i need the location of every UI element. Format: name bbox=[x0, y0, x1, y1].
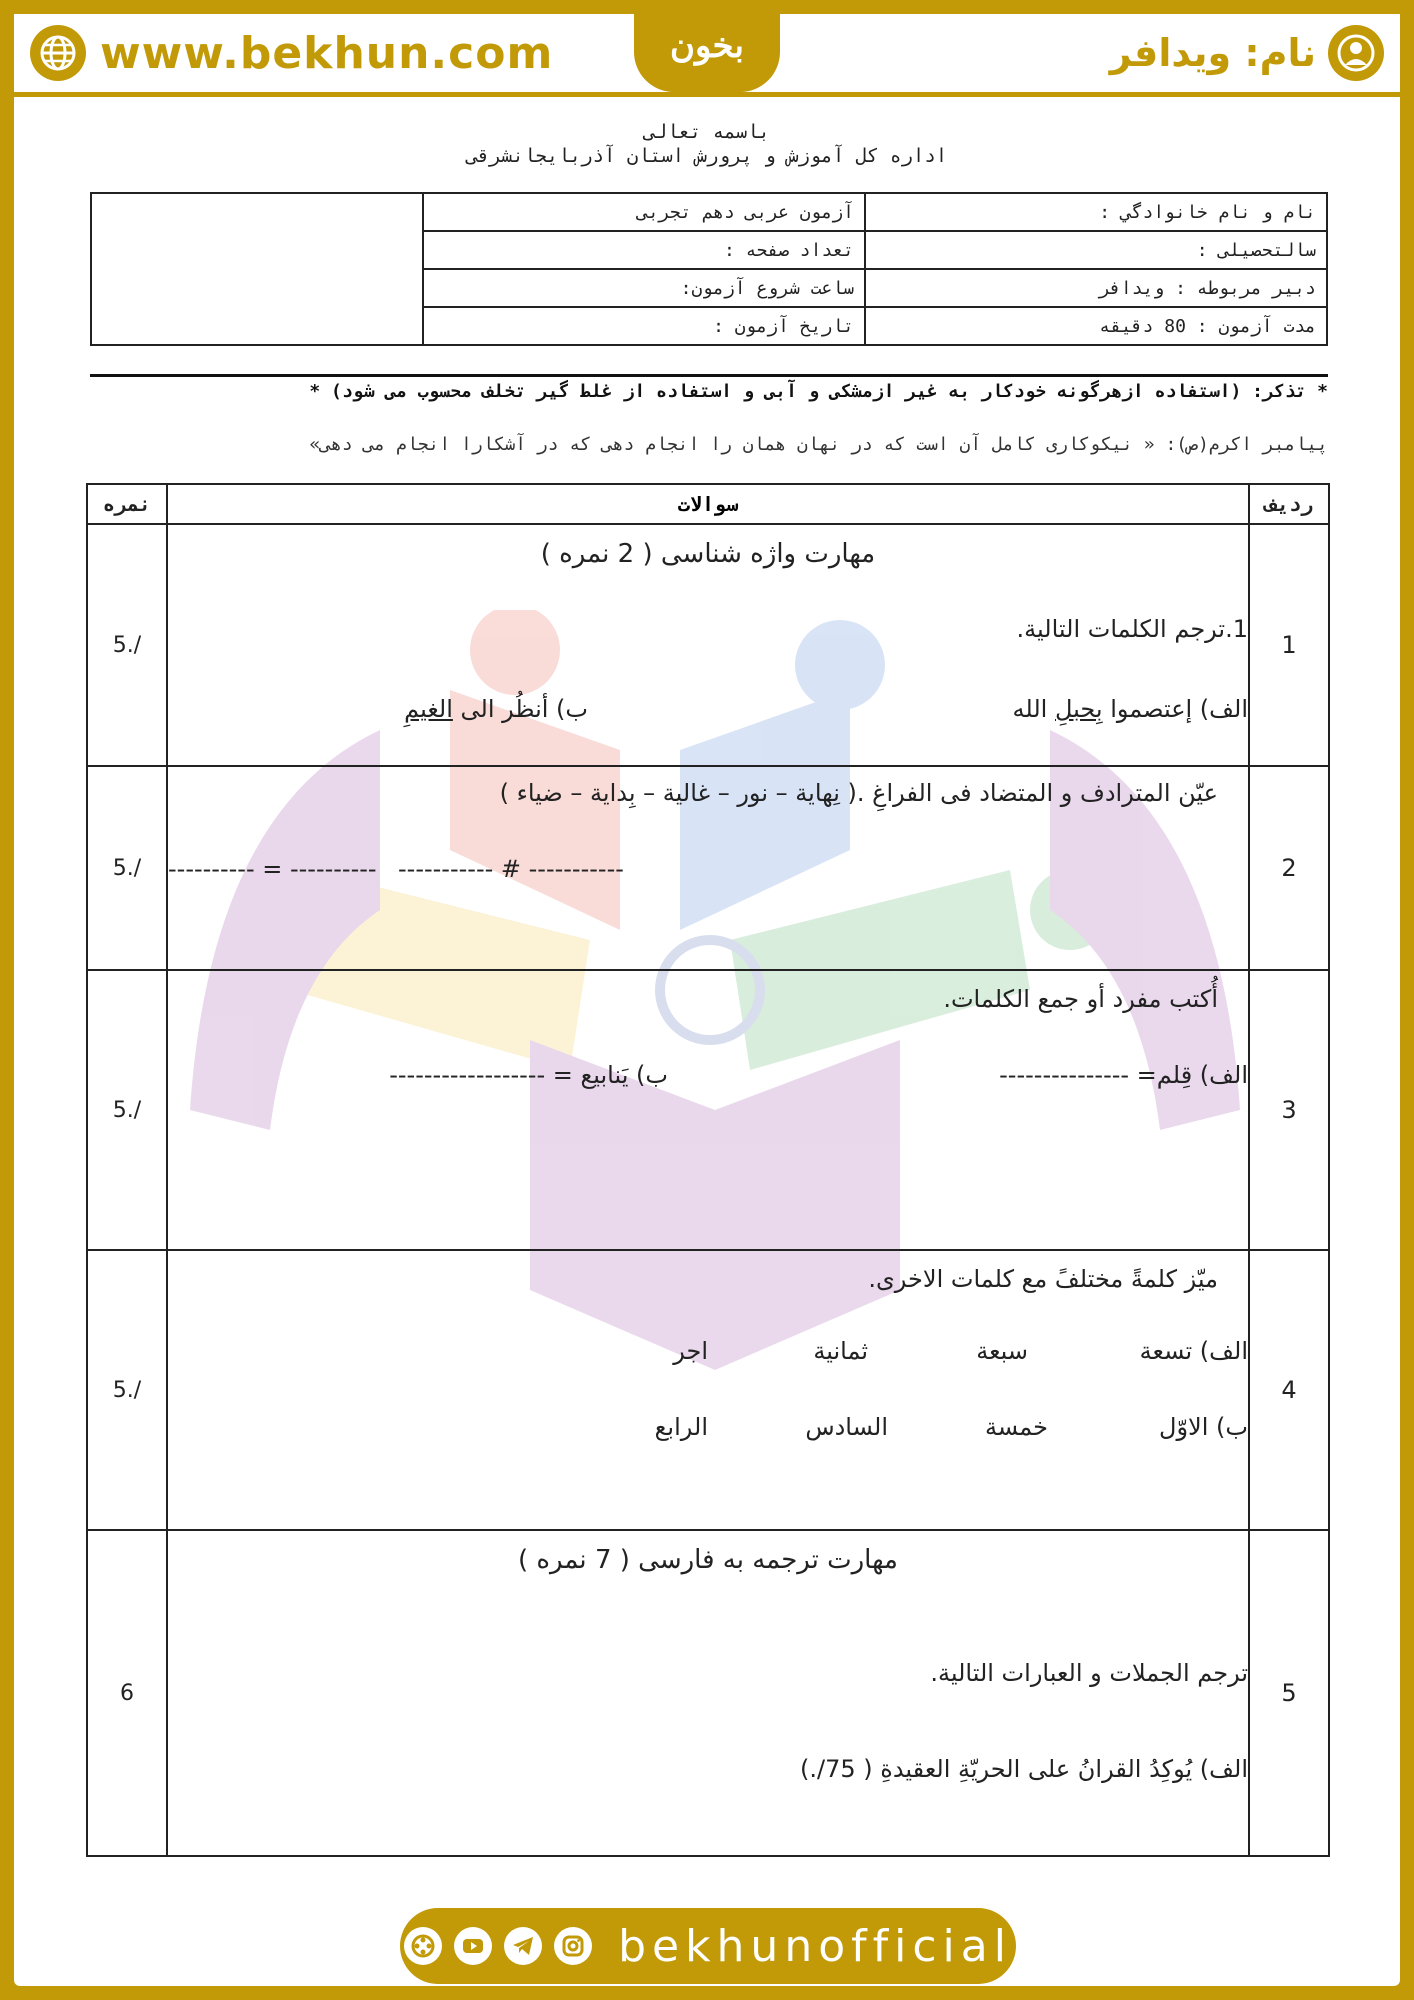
section-title: مهارت ترجمه به فارسی ( 7 نمره ) bbox=[518, 1545, 898, 1575]
option-a3: ثمانیة bbox=[813, 1337, 868, 1365]
start-time-cell: ساعت شروع آزمون: bbox=[423, 269, 865, 307]
question-body bbox=[167, 1250, 1249, 1530]
row-number: 2 bbox=[1249, 766, 1329, 970]
exam-title-cell: آزمون عربی دهم تجربی bbox=[423, 193, 865, 231]
section-title: مهارت واژه شناسی ( 2 نمره ) bbox=[540, 539, 876, 569]
question-row-1 bbox=[87, 524, 1329, 766]
photo-cell bbox=[91, 193, 423, 345]
exam-header bbox=[80, 120, 1334, 168]
option-b2: خمسة bbox=[985, 1413, 1048, 1441]
option-b1: ب) الاوّل bbox=[1159, 1413, 1248, 1441]
item-a: الف) یُوکِدُ القرانُ علی الحریّةِ العقیدةِ ( 75/.) bbox=[800, 1755, 1248, 1783]
option-b4: الرابع bbox=[654, 1413, 708, 1441]
site-link[interactable] bbox=[30, 20, 553, 86]
question-prompt: 1.ترجم الکلمات التالیة. bbox=[1016, 615, 1248, 643]
item-b: ب) أنظُر الی الغیمِ bbox=[404, 695, 588, 723]
social-handle: bekhunofficial bbox=[618, 1920, 1012, 1972]
question-row-4 bbox=[87, 1250, 1329, 1530]
item-b: ب) یَنابیع = ------------------ bbox=[389, 1061, 668, 1089]
item-a: الف) قِلم= --------------- bbox=[999, 1061, 1248, 1089]
site-url: www.bekhun.com bbox=[100, 27, 554, 79]
globe-icon bbox=[30, 25, 86, 81]
score: 6 bbox=[87, 1530, 167, 1856]
item-a: الف) إعتصموا بِحبلِ الله bbox=[1012, 695, 1248, 723]
synonym-blank: ---------- = ---------- bbox=[168, 855, 377, 883]
info-table bbox=[90, 192, 1328, 346]
teacher-cell: دبیر مربوطه : ویدافر bbox=[865, 269, 1327, 307]
duration-cell: مدت آزمون : 80 دقیقه bbox=[865, 307, 1327, 345]
antonym-blank: ----------- # ----------- bbox=[398, 855, 624, 883]
question-body bbox=[167, 524, 1249, 766]
score-header: نمره bbox=[87, 484, 167, 524]
row-number: 5 bbox=[1249, 1530, 1329, 1856]
question-row-5 bbox=[87, 1530, 1329, 1856]
school-year-cell: سالتحصیلی : bbox=[865, 231, 1327, 269]
instagram-icon[interactable] bbox=[554, 1927, 592, 1965]
youtube-icon[interactable] bbox=[454, 1927, 492, 1965]
brand-logo bbox=[634, 0, 780, 92]
bismillah: باسمه تعالی bbox=[644, 121, 770, 143]
question-body bbox=[167, 1530, 1249, 1856]
name-label: نام: ویدافر bbox=[1109, 31, 1316, 75]
question-row-3 bbox=[87, 970, 1329, 1250]
hadith: پیامبر اکرم(ص): « نیکوکاری کامل آن است که در نهان همان را انجام دهی که در آشکارا انجام می دهی» bbox=[309, 434, 1328, 455]
question-prompt: ترجم الجملات و العبارات التالیة. bbox=[930, 1659, 1248, 1687]
telegram-icon[interactable] bbox=[504, 1927, 542, 1965]
questions-table bbox=[86, 483, 1330, 1857]
score: /.5 bbox=[87, 1250, 167, 1530]
option-a4: اجر bbox=[673, 1337, 708, 1365]
row-header: ردیف bbox=[1249, 484, 1329, 524]
score: /.5 bbox=[87, 524, 167, 766]
score: /.5 bbox=[87, 766, 167, 970]
social-footer bbox=[400, 1908, 1016, 1984]
page-count-cell: تعداد صفحه : bbox=[423, 231, 865, 269]
option-a2: سبعة bbox=[976, 1337, 1028, 1365]
option-a1: الف) تسعة bbox=[1139, 1337, 1248, 1365]
question-prompt: أُکتب مفرد أو جمع الکلمات. bbox=[943, 985, 1218, 1013]
score: /.5 bbox=[87, 970, 167, 1250]
question-row-2 bbox=[87, 766, 1329, 970]
logo-text: بخون bbox=[670, 26, 744, 66]
exam-paper bbox=[80, 120, 1334, 455]
question-prompt: عیّن المترادف و المتضاد فی الفراغِ .( نِهایة – نور – غالیة – بِدایة – ضیاء ) bbox=[499, 779, 1218, 807]
row-number: 4 bbox=[1249, 1250, 1329, 1530]
question-body bbox=[167, 970, 1249, 1250]
department: اداره کل آموزش و پرورش استان آذربایجانشرقی bbox=[466, 145, 948, 167]
notice: * تذکر: (استفاده ازهرگونه خودکار به غیر ازمشکی و آبی و استفاده از غلط گیر تخلف محسوب می شود) * bbox=[90, 374, 1328, 403]
student-name-cell: نام و نام خانوادگي : bbox=[865, 193, 1327, 231]
questions-header: سوالات bbox=[167, 484, 1249, 524]
row-number: 3 bbox=[1249, 970, 1329, 1250]
question-body bbox=[167, 766, 1249, 970]
table-header bbox=[87, 484, 1329, 524]
exam-date-cell: تاریخ آزمون : bbox=[423, 307, 865, 345]
reel-icon[interactable] bbox=[404, 1927, 442, 1965]
option-b3: السادس bbox=[805, 1413, 888, 1441]
question-prompt: میّز کلمةً مختلفً مع کلمات الاخری. bbox=[868, 1265, 1218, 1293]
row-number: 1 bbox=[1249, 524, 1329, 766]
user-icon bbox=[1328, 25, 1384, 81]
name-tag bbox=[1110, 20, 1384, 86]
